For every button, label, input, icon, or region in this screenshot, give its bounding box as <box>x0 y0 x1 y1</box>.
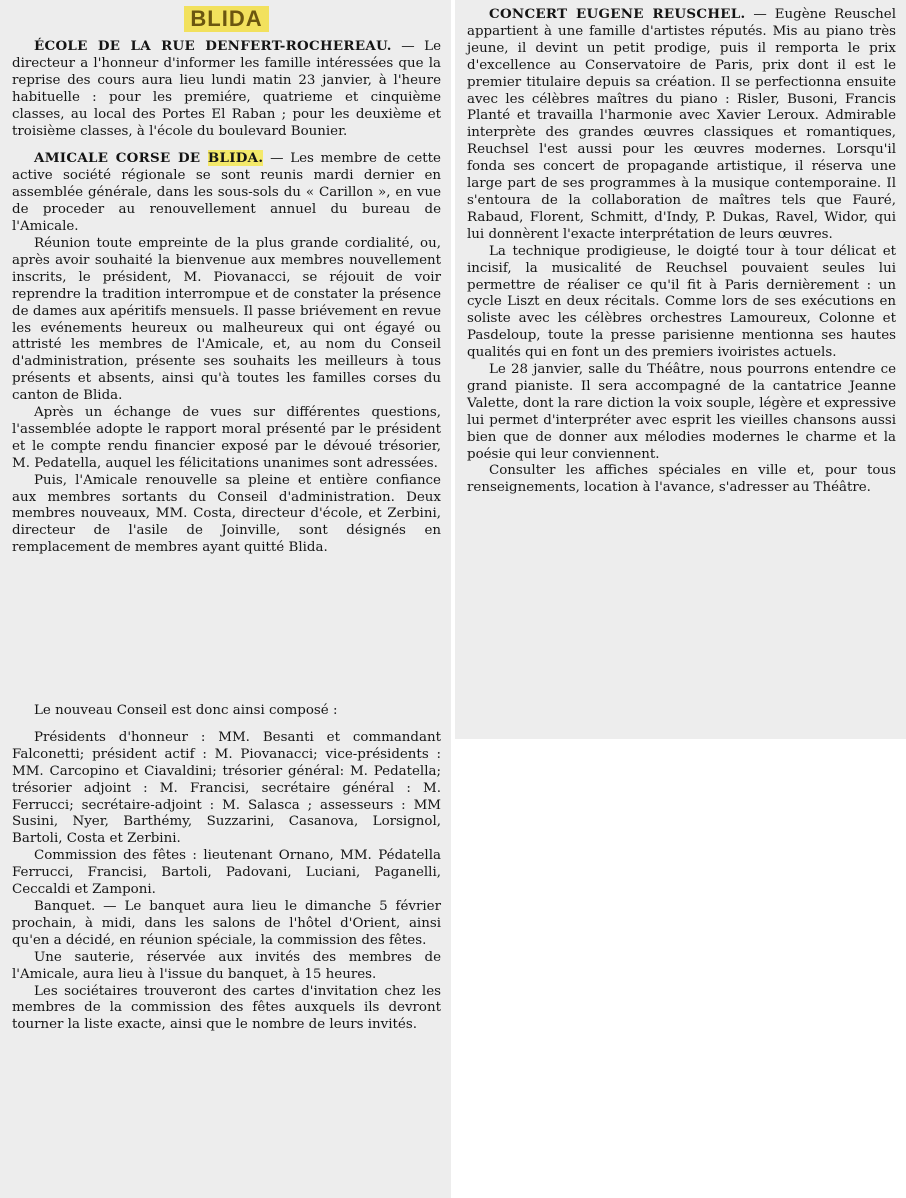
section-banner <box>12 6 441 32</box>
column-left <box>0 6 451 557</box>
article-amicale-p5: Le nouveau Conseil est donc ainsi composé : <box>34 703 338 718</box>
column-bottom <box>0 701 451 1034</box>
article-concert-intro: — Eugène Reuschel appartient à une famille d'artistes réputés. Mis au piano très jeune, il devint un petit prodige, puis il remporta le prix d'excellence au Conservatoire de Paris, prix dont il est le premier titulaire depuis sa création. Il se perfectionna ensuite avec les célèbres maîtres du piano : Risler, Busoni, Francis Planté et travailla l'harmonie avec Xavier Leroux. Admirable interprète des grandes œuvres classiques et romantiques, Reuchsel l'est aussi pour les œuvres modernes. Lorsqu'il fonda ses concert de propagande artistique, il réserva une large part de ses programmes à la musique contemporaine. Il s'entoura de la collaboration de maîtres tels que Fauré, Rabaud, Florent, Schmitt, d'Indy, P. Dukas, Ravel, Widor, qui lui donnèrent l'exacte interprétation de leurs œuvres. <box>467 7 896 242</box>
article-concert-p4: Consulter les affiches spéciales en ville et, pour tous renseignements, location à l'avance, s'adresser au Théâtre. <box>467 463 896 496</box>
article-amicale-heading-highlight: BLIDA. <box>207 150 264 167</box>
article-concert-p2: La technique prodigieuse, le doigté tour à tour délicat et incisif, la musicalité de Reuchsel pouvaient seules lui permettre de réaliser ce qu'il fit à Paris dernièrement : un cycle Liszt en deux récitals. Comme lors de ses exécutions en soliste avec les célèbres orchestres Lamoureux, Colonne et Pasdeloup, toute la presse parisienne mentionna ses hautes qualités qui en font un des premiers ivoiristes actuels. <box>467 243 896 361</box>
article-amicale-intro: — Les membre de cette active société régionale se sont reunis mardi dernier en assemblée générale, dans les sous-sols du « Carillon », en vue de proceder au renouvellement annuel du bureau de l'Amicale. <box>12 151 441 235</box>
article-amicale-p2: Réunion toute empreinte de la plus grande cordialité, ou, après avoir souhaité la bienvenue aux membres nouvellement inscrits, le président, M. Piovanacci, se réjouit de voir reprendre la tradition interrompue et de constater la présence de dames aux apéritifs mensuels. Il passe briévement en revue les evénements heureux ou malheureux qui ont égayé ou attristé les membres de l'Amicale, et, au nom du Conseil d'administration, présente ses souhaits les meilleurs à tous présents et absents, ainsi qu'à toutes les familles corses du canton de Blida. <box>12 235 441 404</box>
article-amicale-p9: Une sauterie, réservée aux invités des membres de l'Amicale, aura lieu à l'issue du banquet, à 15 heures. <box>12 949 441 982</box>
clipping-left <box>0 0 451 705</box>
article-amicale-p6: Présidents d'honneur : MM. Besanti et commandant Falconetti; président actif : M. Piovanacci; vice-présidents : MM. Carcopino et Ciavaldini; trésorier général: M. Pedatella; trésorier adjoint : M. Francisi, secrétaire général : M. Ferrucci; secrétaire-adjoint : M. Salasca ; assesseurs : MM Susini, Nyer, Barthémy, Suzzarini, Casanova, Lorsignol, Bartoli, Costa et Zerbini. <box>12 729 441 847</box>
clipping-bottom <box>0 701 451 1198</box>
article-amicale-p7: Commission des fêtes : lieutenant Ornano, MM. Pédatella Ferrucci, Francisi, Bartoli, Padovani, Luciani, Paganelli, Ceccaldi et Zamponi. <box>12 848 441 898</box>
article-concert-p1 <box>467 6 896 244</box>
article-concert-heading: CONCERT EUGENE REUSCHEL. <box>489 6 746 22</box>
article-amicale-heading-text: AMICALE CORSE DE <box>34 150 208 167</box>
article-amicale-p8: Banquet. — Le banquet aura lieu le dimanche 5 février prochain, à midi, dans les salons de l'hôtel d'Orient, ainsi qu'en a décidé, en réunion spéciale, la commission des fêtes. <box>12 898 441 948</box>
clipping-right <box>455 0 906 739</box>
article-concert-p3: Le 28 janvier, salle du Théâtre, nous pourrons entendre ce grand pianiste. Il sera accompagné de la cantatrice Jeanne Valette, dont la rare diction la voix souple, légère et expressive lui permet d'interpréter avec esprit les vieilles chansons aussi bien que de donner aux mélodies modernes le charme et la poésie qui leur conviennent. <box>467 362 897 462</box>
article-ecole <box>12 38 441 140</box>
article-amicale-heading <box>34 150 263 166</box>
article-ecole-heading: ÉCOLE DE LA RUE DENFERT-ROCHEREAU. <box>34 38 392 54</box>
section-title: BLIDA <box>184 6 268 32</box>
article-amicale-p1 <box>12 150 441 236</box>
article-amicale-p10: Les sociétaires trouveront des cartes d'invitation chez les membres de la commission des fêtes auxquels ils devront tourner la liste exacte, ainsi que le nombre de leurs invités. <box>12 983 441 1033</box>
article-ecole-body: — Le directeur a l'honneur d'informer les famille intéressées que la reprise des cours aura lieu lundi matin 23 janvier, à l'heure habituelle : pour les premiére, quatrieme et cinquième classes, au local des Portes El Raban ; pour les deuxième et troisième classes, à l'école du boulevard Bounier. <box>12 39 441 139</box>
article-amicale-p3: Après un échange de vues sur différentes questions, l'assemblée adopte le rapport moral présenté par le président et le compte rendu financier exposé par le dévoué trésorier, M. Pedatella, auquel les félicitations unanimes sont adressées. <box>12 405 441 471</box>
article-amicale-p4: Puis, l'Amicale renouvelle sa pleine et entière confiance aux membres sortants du Conseil d'administration. Deux membres nouveaux, MM. Costa, directeur d'école, et Zerbini, directeur de l'asile de Joinville, sont désignés en remplacement de membres ayant quitté Blida. <box>12 472 441 556</box>
column-right <box>455 0 906 497</box>
